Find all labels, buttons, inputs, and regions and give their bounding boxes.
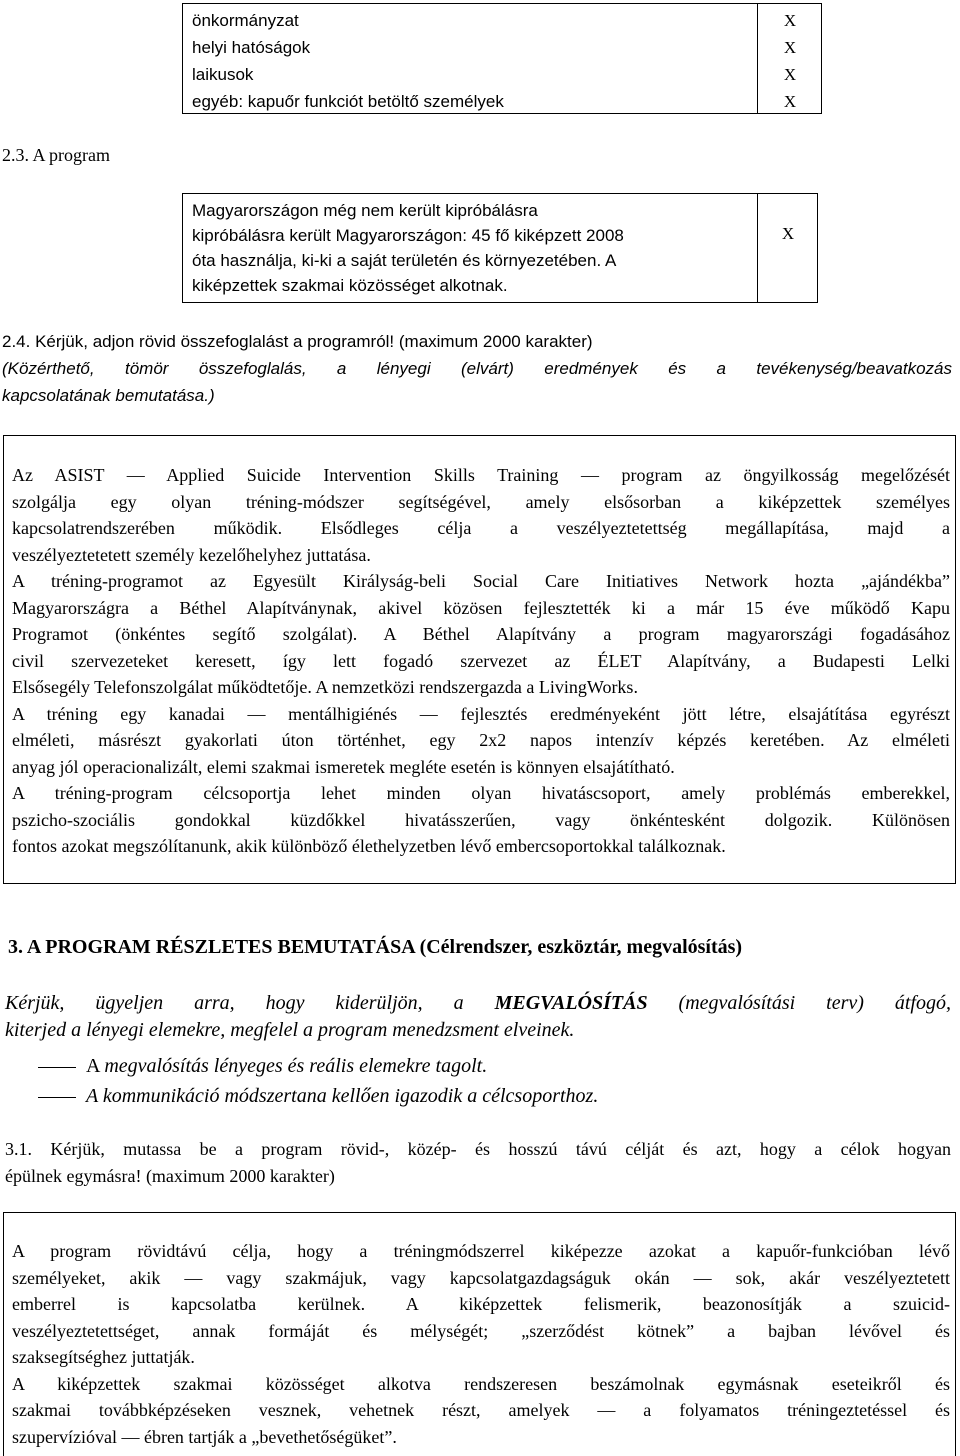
table-row-label: kiképzettek szakmai közösséget alkotnak. <box>192 276 508 295</box>
check-mark: X <box>783 11 797 30</box>
intro-line-2: kiterjed a lényegi elemekre, megfelel a program menedzsment elveinek. <box>5 1019 575 1041</box>
section-3-intro <box>5 990 951 1044</box>
intro-text: (megvalósítási terv) átfogó, <box>647 992 951 1014</box>
section-3-subtitle: (Célrendszer, eszköztár, megvalósítás) <box>414 936 743 958</box>
check-mark: X <box>783 65 797 84</box>
answer-line: A program rövidtávú célja, hogy a tréningmódszerrel kiképezze azokat a kapuőr-funkcióban lévő <box>12 1241 950 1261</box>
table-row-label: önkormányzat <box>192 11 299 30</box>
answer-line: elméleti, másrészt gyakorlati úton történhet, egy 2x2 napos intenzív képzés keretében. Az elméleti <box>12 730 950 750</box>
answer-line: szaksegítséghez juttatják. <box>12 1347 195 1367</box>
bullet-item <box>38 1081 598 1111</box>
table-row-label: helyi hatóságok <box>192 38 311 57</box>
goals-answer-box[interactable] <box>3 1212 956 1456</box>
summary-answer-text <box>12 462 950 860</box>
intro-emphasis: MEGVALÓSÍTÁS <box>494 992 648 1014</box>
character-limit: (maximum 2000 karakter) <box>394 332 593 351</box>
answer-line: szolgálja egy olyan tréning-módszer segítségével, amely elsősorban a kiképzettek személyes <box>12 491 950 512</box>
table-row-label: óta használja, ki-ki a saját területén és környezetében. A <box>192 251 617 270</box>
section-2-4-note: (Közérthető, tömör összefoglalás, a lényegi (elvárt) eredmények és a tevékenység/beavatkozás <box>2 359 952 378</box>
target-group-marks <box>757 7 823 115</box>
check-mark: X <box>783 92 797 111</box>
table-row-label: egyéb: kapuőr funkciót betöltő személyek <box>192 92 504 111</box>
answer-line: anyag jól operacionalizált, elemi szakmai ismeretek megléte esetén is könnyen elsajátítható. <box>12 756 675 777</box>
check-mark: X <box>783 38 797 57</box>
section-2-4-note: kapcsolatának bemutatása.) <box>2 386 215 405</box>
answer-line: A tréning egy kanadai — mentálhigiénés — fejlesztés eredményeként jött létre, elsajátítása egyrészt <box>12 703 950 724</box>
answer-line: veszélyeztetetett személy kezelőhelyhez juttatása. <box>12 544 371 565</box>
target-group-table <box>182 3 822 114</box>
answer-line: Elsősegély Telefonszolgálat működtetője. A nemzetközi rendszergazda a LivingWorks. <box>12 677 638 697</box>
target-group-labels <box>192 7 752 115</box>
table-row-label: kipróbálásra került Magyarországon: 45 fő kiképzett 2008 <box>192 226 624 245</box>
bullet-text: A <box>86 1055 105 1077</box>
program-status-text <box>192 198 752 298</box>
bullet-text: A kommunikáció módszertana kellően igazodik a célcsoporthoz. <box>86 1085 599 1107</box>
dash-icon <box>38 1097 76 1098</box>
table-divider <box>757 194 758 302</box>
summary-answer-box[interactable] <box>3 435 956 884</box>
program-status-table <box>182 193 818 303</box>
answer-line: szakmai továbbképzéseken vesznek, vehetnek részt, amelyek — a folyamatos tréningeztetéssel és <box>12 1400 950 1420</box>
section-3-1-question <box>5 1136 951 1190</box>
question-line: 3.1. Kérjük, mutassa be a program rövid-, közép- és hosszú távú célját és azt, hogy a célok hogyan <box>5 1139 951 1159</box>
bullet-text: megvalósítás lényeges és reális elemekre tagolt. <box>104 1055 488 1077</box>
answer-line: civil szervezeteket keresett, így lett fogadó szervezet az ÉLET Alapítvány, a Budapesti Lelki <box>12 650 950 671</box>
dash-icon <box>38 1067 76 1068</box>
answer-line: Magyarországra a Béthel Alapítványnak, akivel közösen fejlesztették ki a már 15 éve működő Kapu <box>12 597 950 618</box>
question-line: épülnek egymásra! (maximum 2000 karakter) <box>5 1166 335 1186</box>
answer-line: emberrel is kapcsolatba kerülnek. A kiképzettek felismerik, beazonosítják a szuicid- <box>12 1294 950 1314</box>
section-2-4-title: 2.4. Kérjük, adjon rövid összefoglalást a programról! <box>2 332 395 351</box>
section-3-bullets <box>38 1051 598 1111</box>
answer-line: A kiképzettek szakmai közösséget alkotva rendszeresen beszámolnak egymásnak eseteikről és <box>12 1373 950 1394</box>
answer-line: Programot (önkéntes segítő szolgálat). A Béthel Alapítvány a program magyarországi fogadásához <box>12 624 950 644</box>
goals-answer-text <box>12 1238 950 1450</box>
answer-line: pszicho-szociális gondokkal küzdőkkel hivatásszerűen, vagy önkéntesként dolgozik. Különösen <box>12 809 950 830</box>
answer-line: kapcsolatrendszerében működik. Elsődleges célja a veszélyeztetettség megállapítása, majd a <box>12 518 950 538</box>
answer-line: A tréning-programot az Egyesült Királyság-beli Social Care Initiatives Network hozta „ajándékba” <box>12 571 950 591</box>
section-2-3-heading: 2.3. A program <box>2 145 110 165</box>
check-mark: X <box>781 224 795 243</box>
section-3-heading <box>8 936 742 959</box>
answer-line: szupervízióval — ébren tartják a „bevethetőségüket”. <box>12 1426 397 1447</box>
section-3-title: 3. A PROGRAM RÉSZLETES BEMUTATÁSA <box>8 936 415 958</box>
answer-line: A tréning-program célcsoportja lehet minden olyan hivatáscsoport, amely problémás emberekkel, <box>12 783 950 803</box>
table-row-label: Magyarországon még nem került kipróbálásra <box>192 201 538 220</box>
table-row-label: laikusok <box>192 65 254 84</box>
section-2-4-heading <box>2 328 952 409</box>
answer-line: veszélyeztetettséget, annak formáját és mélységét; „szerződést kötnek” a bajban lévővel és <box>12 1320 950 1341</box>
answer-line: személyeket, akik — vagy szakmájuk, vagy kapcsolatgazdagságuk okán — sok, akár veszélyeztetett <box>12 1267 950 1288</box>
intro-text: Kérjük, ügyeljen arra, hogy kiderüljön, a <box>5 992 495 1014</box>
answer-line: fontos azokat megszólítanunk, akik különböző élethelyzetben lévő embercsoportokkal találkoznak. <box>12 836 726 856</box>
answer-line: Az ASIST — Applied Suicide Intervention Skills Training — program az öngyilkosság megelőzését <box>12 465 950 485</box>
bullet-item <box>38 1051 598 1081</box>
